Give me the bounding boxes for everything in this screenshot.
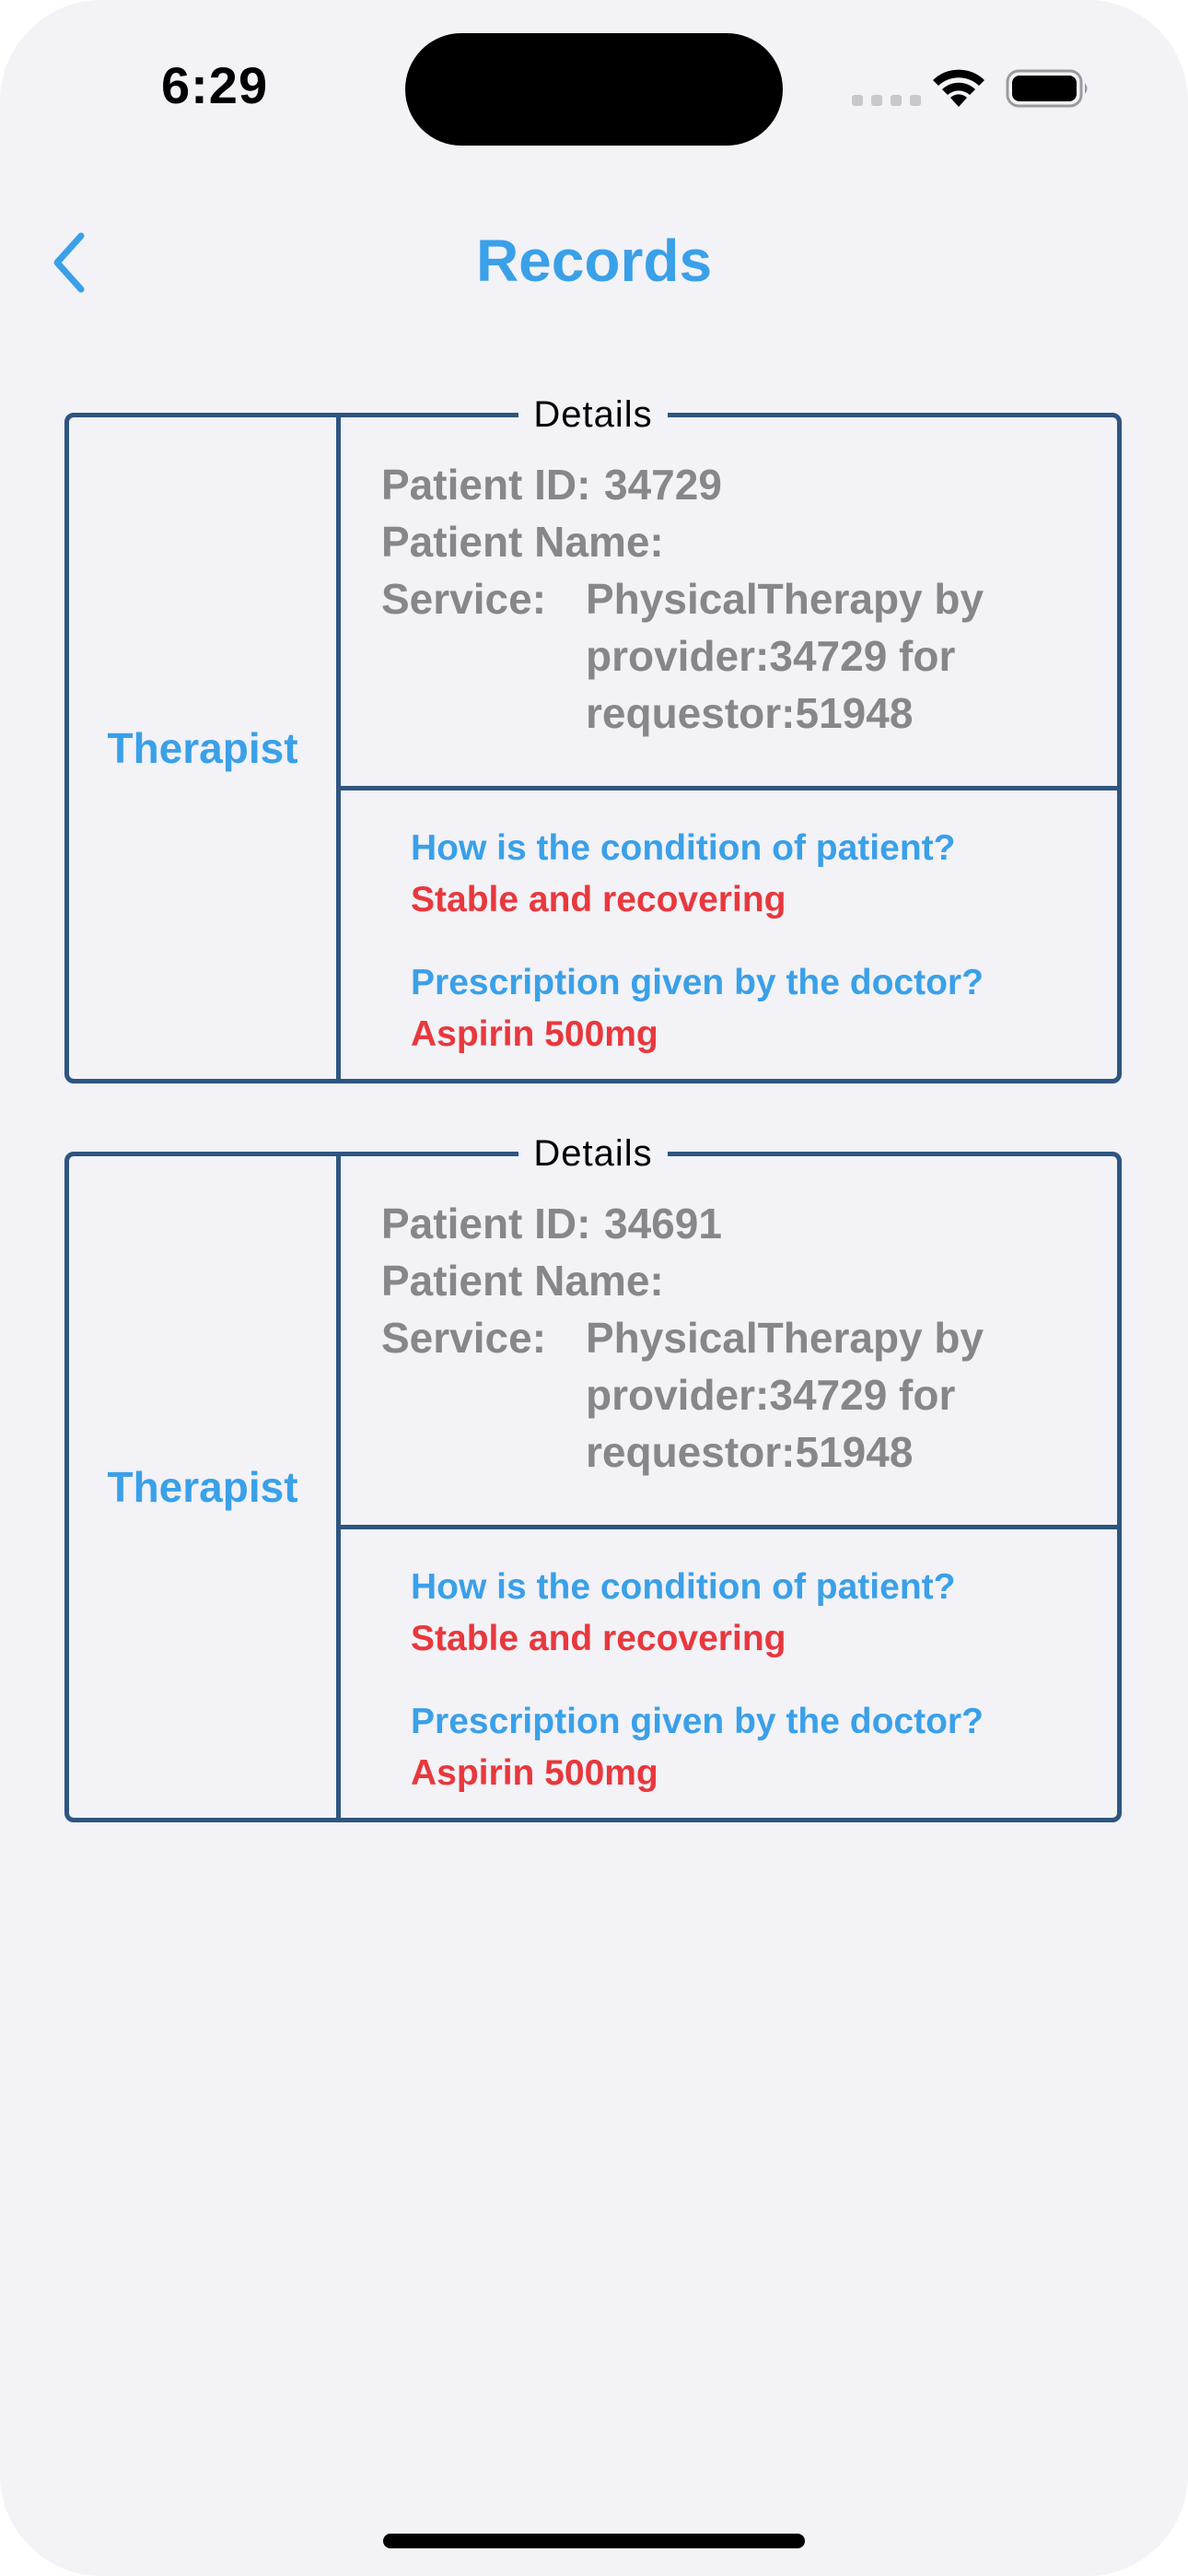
service-value-line: provider:34729 for <box>586 1371 956 1419</box>
qa-answer: Stable and recovering <box>411 880 786 919</box>
qa-answer: Aspirin 500mg <box>411 1753 658 1793</box>
patient-name-label: Patient Name: <box>381 518 664 566</box>
service-value-line: provider:34729 for <box>586 632 956 680</box>
service-value-line: requestor:51948 <box>586 689 914 737</box>
role-label: Therapist <box>107 1463 298 1511</box>
qa-question: Prescription given by the doctor? <box>411 1702 984 1741</box>
dynamic-island <box>405 33 783 146</box>
service-value-line: PhysicalTherapy by <box>586 1314 984 1362</box>
page-title: Records <box>475 228 713 294</box>
wifi-icon <box>930 66 987 109</box>
service-value-line: requestor:51948 <box>586 1428 914 1476</box>
service-value-line: PhysicalTherapy by <box>586 575 984 623</box>
qa-question: How is the condition of patient? <box>411 1567 956 1607</box>
qa-answer: Aspirin 500mg <box>411 1014 658 1054</box>
qa-question: How is the condition of patient? <box>411 828 956 868</box>
patient-id-value: 34691 <box>604 1200 722 1247</box>
role-column <box>69 417 341 1079</box>
service-label: Service: <box>381 575 547 623</box>
battery-icon <box>1006 68 1090 109</box>
status-time: 6:29 <box>161 56 269 114</box>
patient-id-value: 34729 <box>604 461 722 509</box>
patient-id-label: Patient ID: <box>381 1200 591 1247</box>
role-column <box>69 1156 341 1818</box>
role-label: Therapist <box>107 724 298 772</box>
qa-section <box>341 790 1117 1079</box>
card-legend-label: Details <box>518 392 667 438</box>
patient-id-label: Patient ID: <box>381 461 591 509</box>
patient-info <box>341 417 1117 790</box>
patient-info <box>341 1156 1117 1529</box>
card-legend-label: Details <box>518 1130 667 1177</box>
service-label: Service: <box>381 1314 547 1362</box>
home-indicator[interactable] <box>383 2534 805 2548</box>
qa-section <box>341 1529 1117 1818</box>
qa-question: Prescription given by the doctor? <box>411 963 984 1002</box>
record-card[interactable] <box>64 394 1122 1083</box>
qa-answer: Stable and recovering <box>411 1619 786 1658</box>
patient-name-label: Patient Name: <box>381 1257 664 1305</box>
record-card[interactable] <box>64 1133 1122 1822</box>
cellular-signal-icon <box>852 95 921 106</box>
